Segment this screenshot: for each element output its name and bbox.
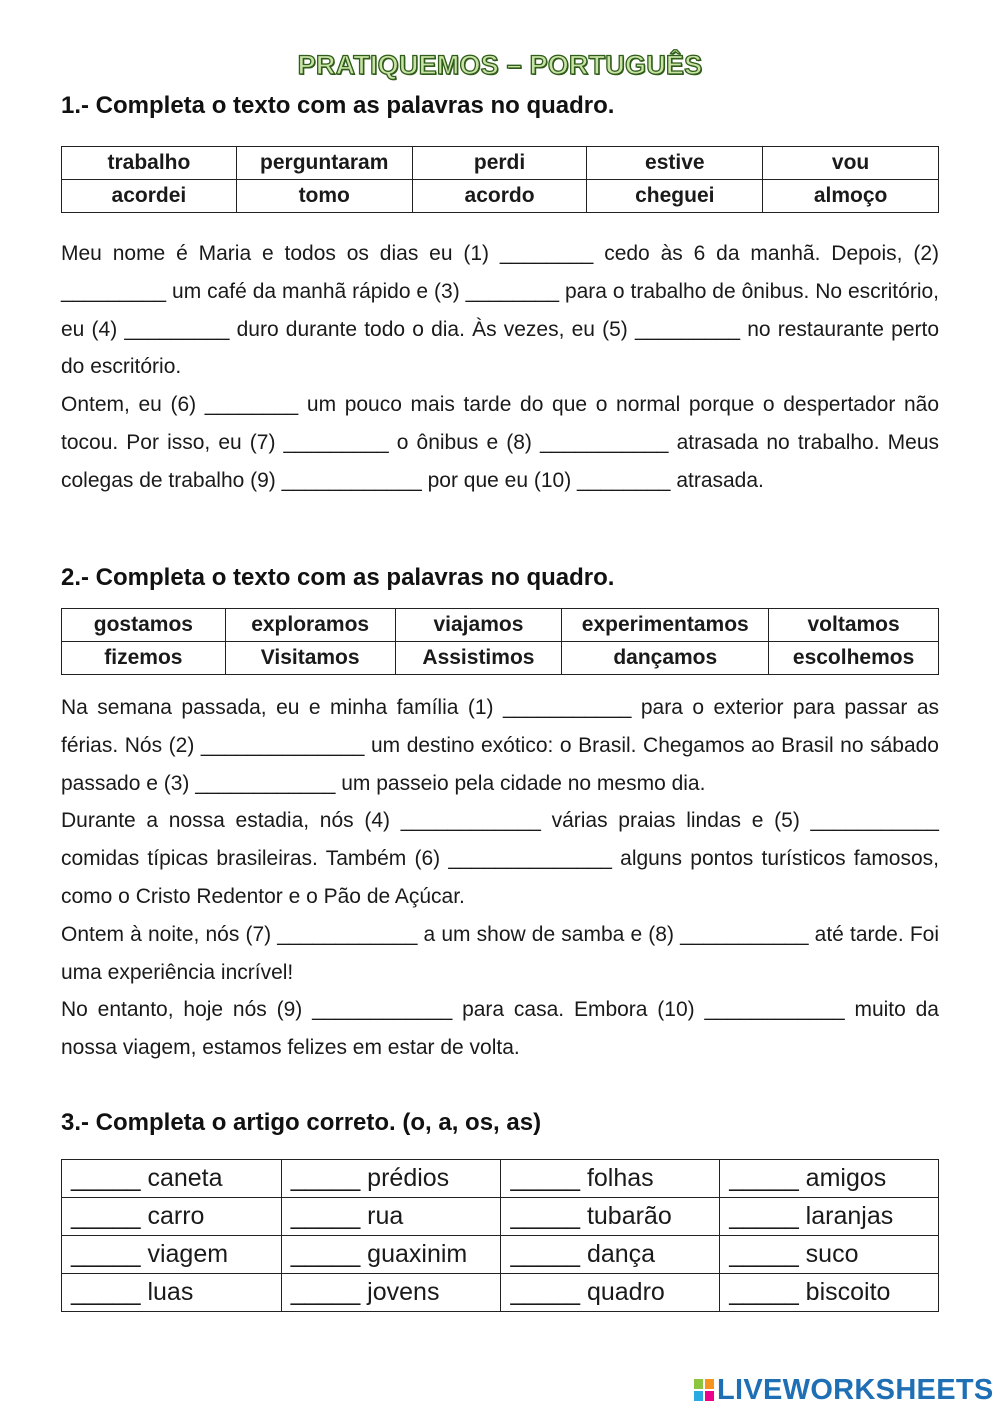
word-bank-cell: viajamos [395,609,562,642]
article-cell[interactable]: _____ biscoito [720,1274,939,1312]
logo-square [693,1378,704,1390]
word-bank-cell: acordo [412,180,587,213]
word-bank-cell: fizemos [62,642,226,675]
logo-square [693,1390,704,1402]
liveworksheets-logo-text: LIVEWORKSHEETS [717,1373,994,1406]
article-cell[interactable]: _____ folhas [501,1160,720,1198]
section-2-heading: 2.- Completa o texto com as palavras no quadro. [61,564,615,591]
section-1-text [61,235,939,500]
section-1-heading: 1.- Completa o texto com as palavras no quadro. [61,92,615,119]
word-bank-cell: Visitamos [225,642,395,675]
word-bank-cell: dançamos [562,642,769,675]
word-bank-cell: estive [587,147,763,180]
worksheet-title: PRATIQUEMOS – PORTUGUÊS [297,50,703,80]
article-cell[interactable]: _____ rua [281,1198,501,1236]
article-cell[interactable]: _____ carro [62,1198,282,1236]
word-bank-row [62,147,939,180]
logo-square [704,1378,715,1390]
section-1-word-bank [61,146,939,213]
paragraph: Ontem à noite, nós (7) ____________ a um show de samba e (8) ___________ até tarde. Foi uma experiência incrível! [61,922,939,984]
word-bank-cell: almoço [763,180,939,213]
word-bank-row [62,642,939,675]
article-cell[interactable]: _____ jovens [281,1274,501,1312]
article-row [62,1236,939,1274]
word-bank-cell: vou [763,147,939,180]
word-bank-cell: perguntaram [236,147,412,180]
word-bank-row [62,180,939,213]
word-bank-cell: perdi [412,147,587,180]
article-cell[interactable]: _____ laranjas [720,1198,939,1236]
section-2-word-bank [61,608,939,675]
word-bank-cell: escolhemos [769,642,939,675]
liveworksheets-logo [693,1373,994,1406]
word-bank-cell: gostamos [62,609,226,642]
article-cell[interactable]: _____ luas [62,1274,282,1312]
section-3-heading: 3.- Completa o artigo correto. (o, a, os, as) [61,1109,542,1136]
word-bank-cell: trabalho [62,147,237,180]
article-cell[interactable]: _____ dança [501,1236,720,1274]
word-bank-cell: Assistimos [395,642,562,675]
word-bank-cell: cheguei [587,180,763,213]
article-cell[interactable]: _____ viagem [62,1236,282,1274]
article-row [62,1274,939,1312]
section-2-text [61,689,939,1067]
liveworksheets-logo-icon [693,1378,715,1402]
word-bank-row [62,609,939,642]
word-bank-cell: experimentamos [562,609,769,642]
article-row [62,1160,939,1198]
paragraph: No entanto, hoje nós (9) ____________ para casa. Embora (10) ____________ muito da nossa viagem, estamos felizes em estar de volta. [61,998,939,1060]
paragraph: Na semana passada, eu e minha família (1) ___________ para o exterior para passar as férias. Nós (2) ______________ um destino exótico: o Brasil. Chegamos ao Brasil no sábado passado e (3) ____________ um passeio pela cidade no mesmo dia. [61,696,939,795]
paragraph: Meu nome é Maria e todos os dias eu (1) ________ cedo às 6 da manhã. Depois, (2) _________ um café da manhã rápido e (3) ________ para o trabalho de ônibus. No escritório, eu (4) _________ duro durante todo o dia. Às vezes, eu (5) _________ no restaurante perto do escritório. [61,242,939,379]
paragraph: Ontem, eu (6) ________ um pouco mais tarde do que o normal porque o despertador não tocou. Por isso, eu (7) _________ o ônibus e (8) ___________ atrasada no trabalho. Meus colegas de trabalho (9) ____________ por que eu (10) ________ atrasada. [61,393,939,492]
article-cell[interactable]: _____ caneta [62,1160,282,1198]
logo-square [704,1390,715,1402]
section-3-article-table [61,1159,939,1312]
article-cell[interactable]: _____ amigos [720,1160,939,1198]
paragraph: Durante a nossa estadia, nós (4) ____________ várias praias lindas e (5) ___________ comidas típicas brasileiras. Também (6) ______________ alguns pontos turísticos famosos, como o Cristo Redentor e o Pão de Açúcar. [61,809,939,908]
word-bank-cell: acordei [62,180,237,213]
article-cell[interactable]: _____ suco [720,1236,939,1274]
article-cell[interactable]: _____ guaxinim [281,1236,501,1274]
article-row [62,1198,939,1236]
word-bank-cell: exploramos [225,609,395,642]
article-cell[interactable]: _____ prédios [281,1160,501,1198]
word-bank-cell: tomo [236,180,412,213]
article-cell[interactable]: _____ quadro [501,1274,720,1312]
article-cell[interactable]: _____ tubarão [501,1198,720,1236]
word-bank-cell: voltamos [769,609,939,642]
